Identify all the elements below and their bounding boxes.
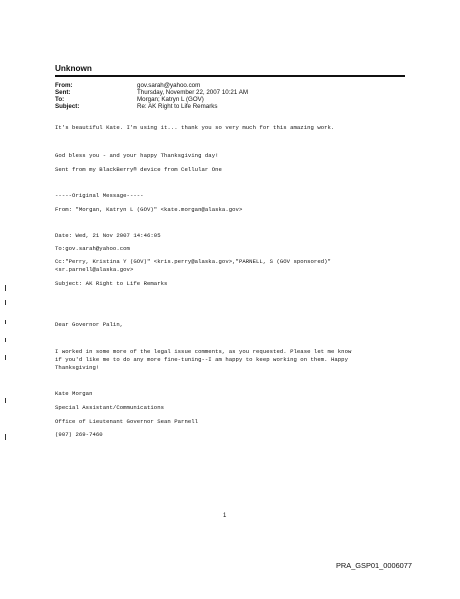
original-cc-line-1: Cc:"Perry, Kristina Y (GOV)" <kris.perry@alaska.gov>,"PARNELL, S (GOV sponsored)" xyxy=(55,258,331,265)
to-label: To: xyxy=(55,96,65,103)
original-date: Date: Wed, 21 Nov 2007 14:46:05 xyxy=(55,232,161,239)
reply-line: It's beautiful Kate. I'm using it... thank you so very much for this amazing work. xyxy=(55,124,335,131)
signature-office: Office of Lieutenant Governor Sean Parnell xyxy=(55,418,199,425)
bates-number: PRA_GSP01_0006077 xyxy=(336,561,413,570)
header-divider xyxy=(55,75,405,77)
page-number: 1 xyxy=(223,513,227,519)
original-cc-line-2: <sr.parnell@alaska.gov> xyxy=(55,266,134,273)
from-label: From: xyxy=(55,82,73,89)
margin-scan-marks xyxy=(0,0,20,599)
signature-phone: (907) 269-7460 xyxy=(55,431,103,438)
subject-label: Subject: xyxy=(55,103,80,110)
original-to: To:gov.sarah@yahoo.com xyxy=(55,245,130,252)
greeting: Dear Governor Palin, xyxy=(55,321,124,328)
blessing-line: God bless you - and your happy Thanksgiving day! xyxy=(55,152,219,159)
original-from: From: "Morgan, Katryn L (GOV)" <kate.morgan@alaska.gov> xyxy=(55,206,243,213)
signature-name: Kate Morgan xyxy=(55,390,93,397)
message-line-2: if you'd like me to do any more fine-tuning--I am happy to keep working on them. Happy xyxy=(55,356,348,363)
from-value: gov.sarah@yahoo.com xyxy=(137,82,201,89)
subject-value: Re: AK Right to Life Remarks xyxy=(137,103,218,110)
sent-label: Sent: xyxy=(55,89,71,96)
original-subject: Subject: AK Right to Life Remarks xyxy=(55,280,168,287)
device-signature: Sent from my BlackBerry® device from Cellular One xyxy=(55,166,222,173)
message-line-3: Thanksgiving! xyxy=(55,364,100,371)
to-value: Morgan; Katryn L (GOV) xyxy=(137,96,204,103)
original-message-separator: -----Original Message----- xyxy=(55,192,144,199)
message-line-1: I worked in some more of the legal issue comments, as you requested. Please let me know xyxy=(55,348,352,355)
sender-heading: Unknown xyxy=(55,64,92,73)
sent-value: Thursday, November 22, 2007 10:21 AM xyxy=(137,89,248,96)
signature-title: Special Assistant/Communications xyxy=(55,404,165,411)
